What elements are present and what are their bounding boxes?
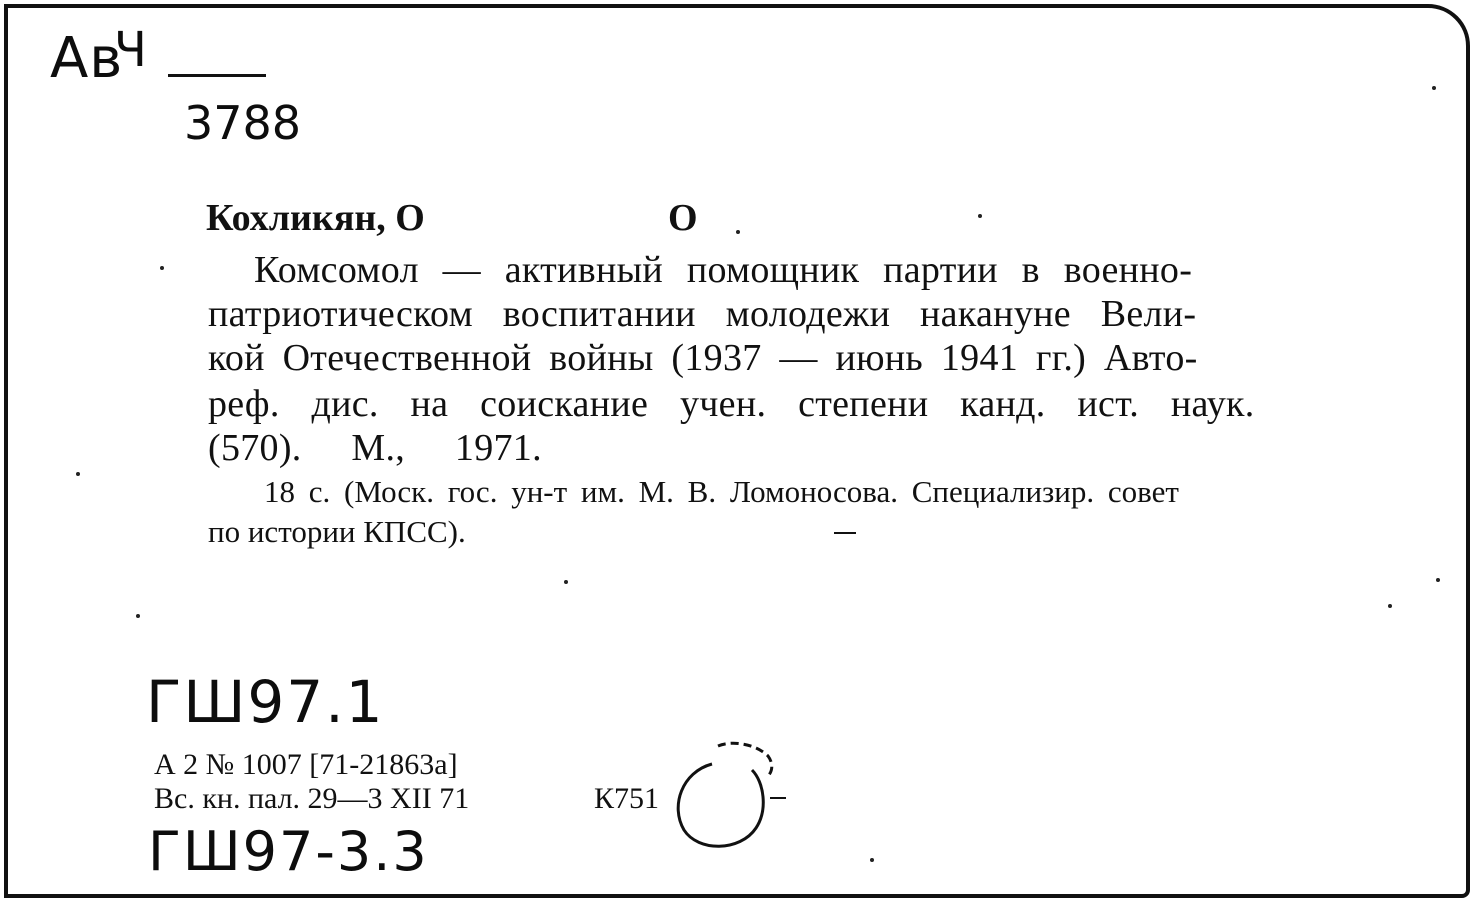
imprint-code: К751 [594,782,660,815]
title-line: Комсомол — активный помощник партии в военно- [254,249,1193,291]
speck [978,214,982,218]
author-name: Кохликян, О [206,197,425,239]
title-line: кой Отечественной войны (1937 — июнь 1941 гг.) Авто- [208,337,1198,379]
speck [870,858,874,862]
speck [564,580,568,584]
collation-line: по истории КПСС). [208,514,466,549]
imprint-line: А 2 № 1007 [71-21863а] [154,748,458,781]
title-line: реф. дис. на соискание учен. степени канд. ист. наук. [208,383,1255,425]
speck [1388,604,1392,608]
speck [76,472,80,476]
author-initial: О [668,197,698,239]
divider-dash [834,532,856,534]
imprint-line: Вс. кн. пал. 29—3 XII 71 [154,782,470,815]
speck [1436,578,1440,582]
speck [136,614,140,618]
call-number-prefix: Ав [50,26,124,91]
collation-line: 18 с. (Моск. гос. ун-т им. М. В. Ломоносова. Специализир. совет [264,474,1179,509]
title-line: (570). М., 1971. [208,427,542,469]
speck [160,266,164,270]
call-number-superscript: Ч [114,22,147,78]
title-line: патриотическом воспитании молодежи накануне Вели- [208,293,1197,335]
speck [1432,86,1436,90]
classification-primary: ГШ97.1 [146,668,385,736]
catalog-card [4,4,1470,898]
library-stamp-icon [660,736,790,856]
speck [736,230,740,234]
call-number-divider [168,74,266,77]
call-number: 3788 [184,96,302,150]
classification-secondary: ГШ97-3.3 [148,820,429,883]
